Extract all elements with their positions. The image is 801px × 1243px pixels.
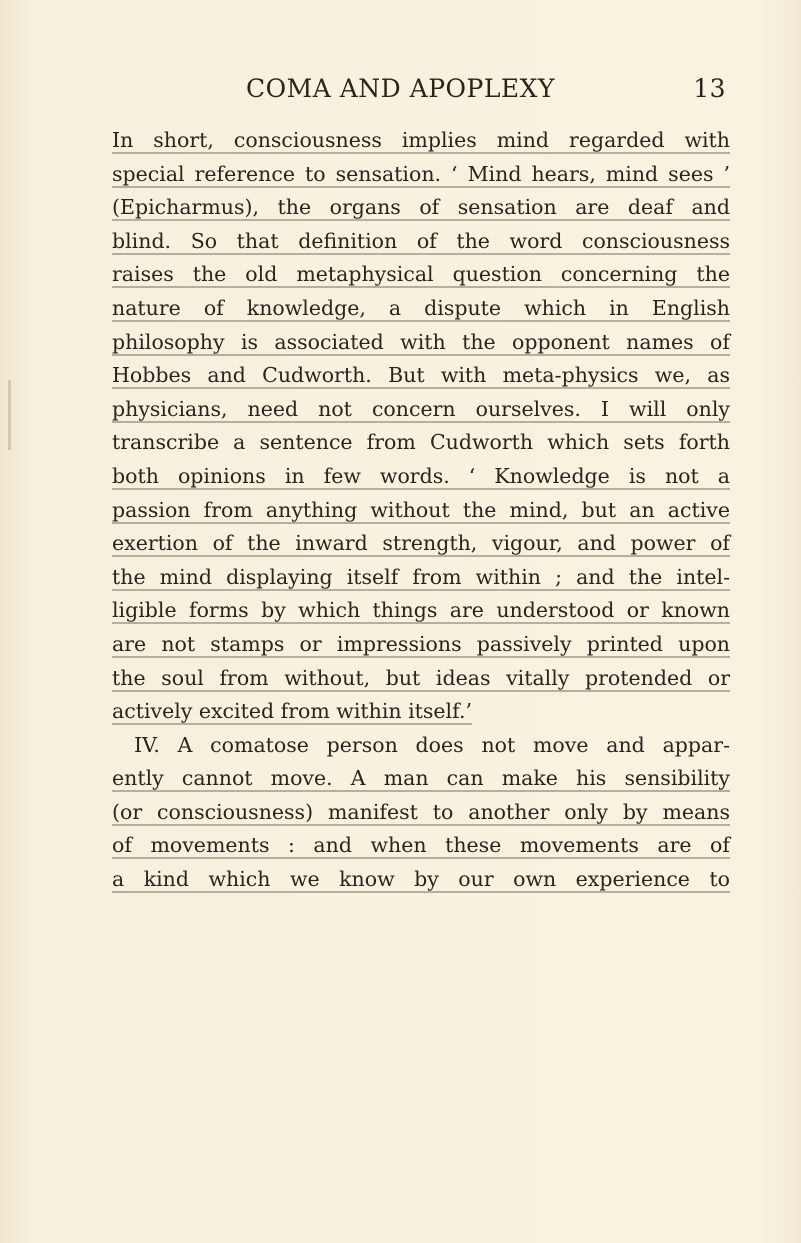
text-line: ligible forms by which things are understood or known (112, 598, 730, 623)
text-line: blind. So that definition of the word consciousness (112, 228, 730, 253)
text-line: transcribe a sentence from Cudworth which sets forth (112, 430, 730, 455)
margin-mark (8, 380, 11, 450)
text-line: (Epicharmus), the organs of sensation are deaf and (112, 195, 730, 220)
text-line: philosophy is associated with the opponent names of (112, 329, 730, 354)
text-line: actively excited from within itself.’ (112, 699, 473, 724)
page-number: 13 (693, 74, 726, 103)
text-line: passion from anything without the mind, but an active (112, 497, 730, 522)
text-line: IV. A comatose person does not move and appar- (134, 732, 730, 757)
text-line: the mind displaying itself from within ; and the intel- (112, 564, 730, 589)
text-line: In short, consciousness implies mind regarded with (112, 128, 730, 152)
text-line: physicians, need not concern ourselves. I will only (112, 396, 730, 421)
running-title: COMA AND APOPLEXY (246, 74, 555, 103)
text-line: raises the old metaphysical question concerning the (112, 262, 730, 287)
text-line: Hobbes and Cudworth. But with meta-physics we, as (112, 363, 730, 388)
text-line: both opinions in few words. ‘ Knowledge is not a (112, 463, 730, 488)
text-line: of movements : and when these movements are of (112, 833, 730, 858)
text-line: nature of knowledge, a dispute which in English (112, 295, 730, 320)
text-line: special reference to sensation. ‘ Mind hears, mind sees ’ (112, 161, 730, 186)
text-line: a kind which we know by our own experience to (112, 867, 730, 892)
text-line: (or consciousness) manifest to another only by means (112, 799, 730, 824)
body-text (112, 124, 730, 897)
text-line: the soul from without, but ideas vitally protended or (112, 665, 730, 690)
running-head (246, 74, 726, 108)
text-line: exertion of the inward strength, vigour, and power of (112, 531, 730, 556)
text-line: are not stamps or impressions passively printed upon (112, 631, 730, 656)
text-line: ently cannot move. A man can make his sensibility (112, 766, 730, 791)
